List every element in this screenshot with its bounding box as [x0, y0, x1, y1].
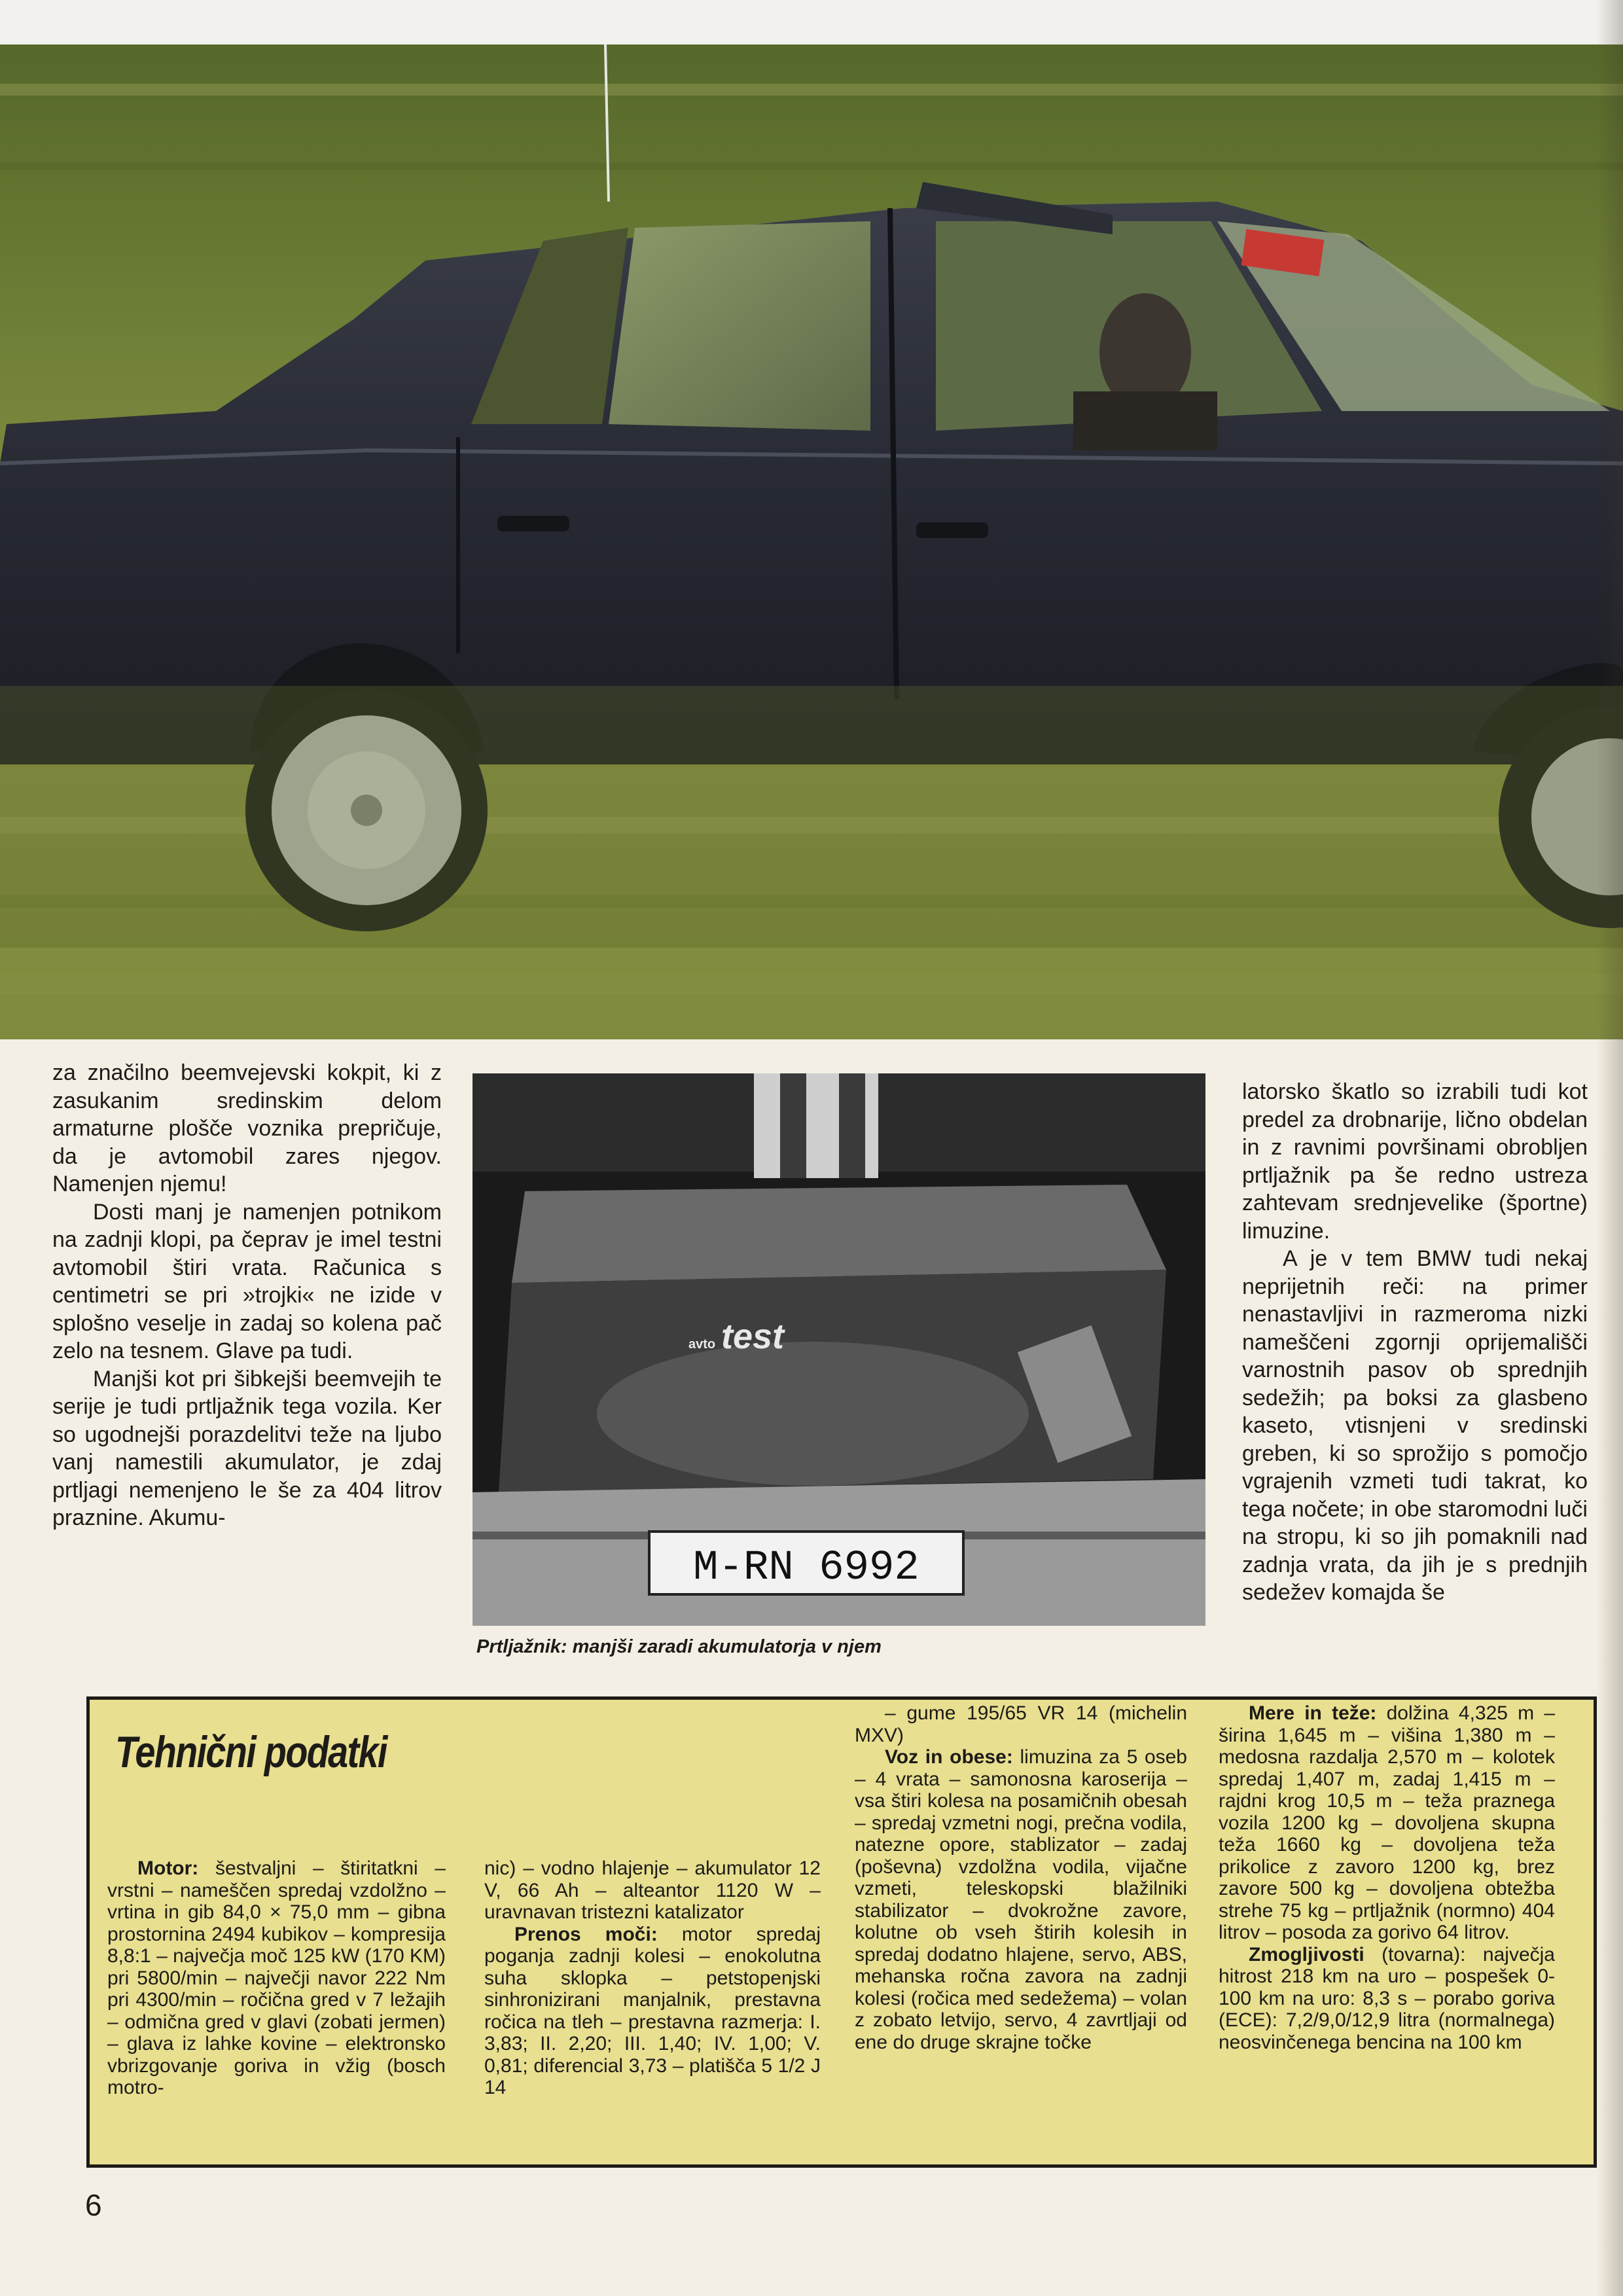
specs-column-3 — [855, 1702, 1187, 2053]
specs-column-2 — [484, 1857, 821, 2099]
bmw-car-illustration — [0, 45, 1623, 1039]
paragraph: A je v tem BMW tudi nekaj neprijetnih reči: na primer nenastavljivi in razmeroma nizki nameščeni zgornji oprijemališči varnostnih pasov ob sprednjih sedežih; pa boksi za glasbeno kaseto, vtisnjeni v sredinski greben, ki so sprožijo s pomočjo vgrajenih vzmeti tudi takrat, ko tega nočete; in obe staromodni luči na stropu, ki so jih pomaknili nad zadnja vrata, da jih je s prednjih sedežev komajda še — [1242, 1246, 1588, 1605]
paragraph: latorsko škatlo so izrabili tudi kot predel za drobnarije, lično obdelan in z ravnimi površinami obrobljen prtljažnik pa še redno ustreza zahtevam srednjevelike (športne) limuzine. — [1242, 1079, 1588, 1244]
specs-column-1 — [107, 1857, 446, 2099]
specs-column-4 — [1219, 1702, 1555, 2053]
spec-paragraph: Zmogljivosti (tovarna): največja hitrost 218 km na uro – pospešek 0-100 km na uro: 8,3 s – porabo goriva (ECE): 7,2/9,0/12,9 litra (normalnega) neosvinčenega bencina na 100 km — [1219, 1943, 1555, 2053]
page-number: 6 — [85, 2188, 102, 2222]
paragraph: Dosti manj je namenjen potnikom na zadnji klopi, pa čeprav je imel testni avtomobil štiri vrata. Računica s centimetri se pri »trojki« ne izide v splošno veselje in zadaj so kolena pač zelo na tesnem. Glave pa tudi. — [52, 1199, 442, 1363]
paragraph: Manjši kot pri šibkejši beemvejih te serije je tudi prtljažnik tega vozila. Ker so ugodnejši porazdelitvi teže na ljubo vanj namestili akumulator, je zdaj prtljagi nemenjeno le še za 404 litrov praznine. Akumu- — [52, 1366, 442, 1530]
trunk-sticker: test — [721, 1317, 785, 1356]
trunk-sticker-prefix: avto — [688, 1337, 716, 1352]
hero-photo-bmw-sedan — [0, 45, 1623, 1039]
technical-data-title: Tehnični podatki — [115, 1727, 387, 1777]
spec-paragraph: nic) – vodno hlajenje – akumulator 12 V, 66 Ah – alteantor 1120 W – uravnavan tristezni katalizator — [484, 1857, 821, 1923]
spec-paragraph: Mere in teže: dolžina 4,325 m – širina 1,645 m – višina 1,380 m – medosna razdalja 2,570 m – kolotek spredaj 1,407 m, zadaj 1,415 m – rajdni krog 10,5 m – teža praznega vozila 1200 kg – dovoljena skupna teža 1660 kg – dovoljena teža prikolice z zavoro 1200 kg, brez zavore 500 kg – dovoljena obtežba strehe 75 kg – prtljažnik (normno) 404 litrov – posoda za gorivo 64 litrov. — [1219, 1702, 1556, 1943]
spec-paragraph: Motor: šestvaljni – štiritatkni – vrstni – nameščen spredaj vzdolžno – vrtina in gib 84,0 × 75,0 mm – gibna prostornina 2494 kubikov – kompresija 8,8:1 – največja moč 125 kW (170 KM) pri 5800/min – največji navor 222 Nm pri 4300/min – ročična gred v 7 ležajih – odmična gred v glavi (zobati jermen) – glava iz lahke kovine – elektronsko vbrizgovanje goriva in vžig (bosch motro- — [107, 1857, 446, 2098]
spec-paragraph: Prenos moči: motor spredaj poganja zadnji kolesi – enokolutna suha sklopka – petstopenjski sinhronizirani manjalnik, prestavna ročica na tleh – prestavna razmerja: I. 3,83; II. 2,20; III. 1,40; IV. 1,00; V. 0,81; diferencial 3,73 – platišča 5 1/2 J 14 — [484, 1923, 821, 2098]
scan-top-margin — [0, 0, 1623, 45]
paragraph: za značilno beemvejevski kokpit, ki z zasukanim sredinskim delom armaturne plošče voznika prepričuje, da je avtomobil zares njegov. Namenjen njemu! — [52, 1060, 442, 1196]
spec-paragraph: – gume 195/65 VR 14 (michelin MXV) — [855, 1702, 1187, 1746]
article-left-column — [52, 1059, 442, 1532]
trunk-photo-caption: Prtljažnik: manjši zaradi akumulatorja v njem — [476, 1636, 882, 1657]
scan-gutter-shadow — [1597, 0, 1623, 2296]
article-right-column — [1242, 1078, 1588, 1607]
license-plate: M-RN 6992 — [693, 1545, 919, 1592]
spec-paragraph: Voz in obese: limuzina za 5 oseb – 4 vrata – samonosna karoserija – vsa štiri kolesa na posamičnih obesah – spredaj vzmetni nogi, prečna vodila, natezne opore, stablizator – zadaj (poševna) vzdolžna vodila, vijačne vzmeti, teleskopski blažilniki stabilizator – dvokrožne zavore, kolutne ob vseh štirih kolesih in spredaj dodatno hlajene, servo, ABS, mehanska ročna zavora na zadnji kolesi (ročica med sedežema) – volan z zobato letvijo, servo, 4 zavrtljaji od ene do druge skrajne točke — [855, 1746, 1187, 2053]
trunk-photo — [473, 1073, 1205, 1626]
